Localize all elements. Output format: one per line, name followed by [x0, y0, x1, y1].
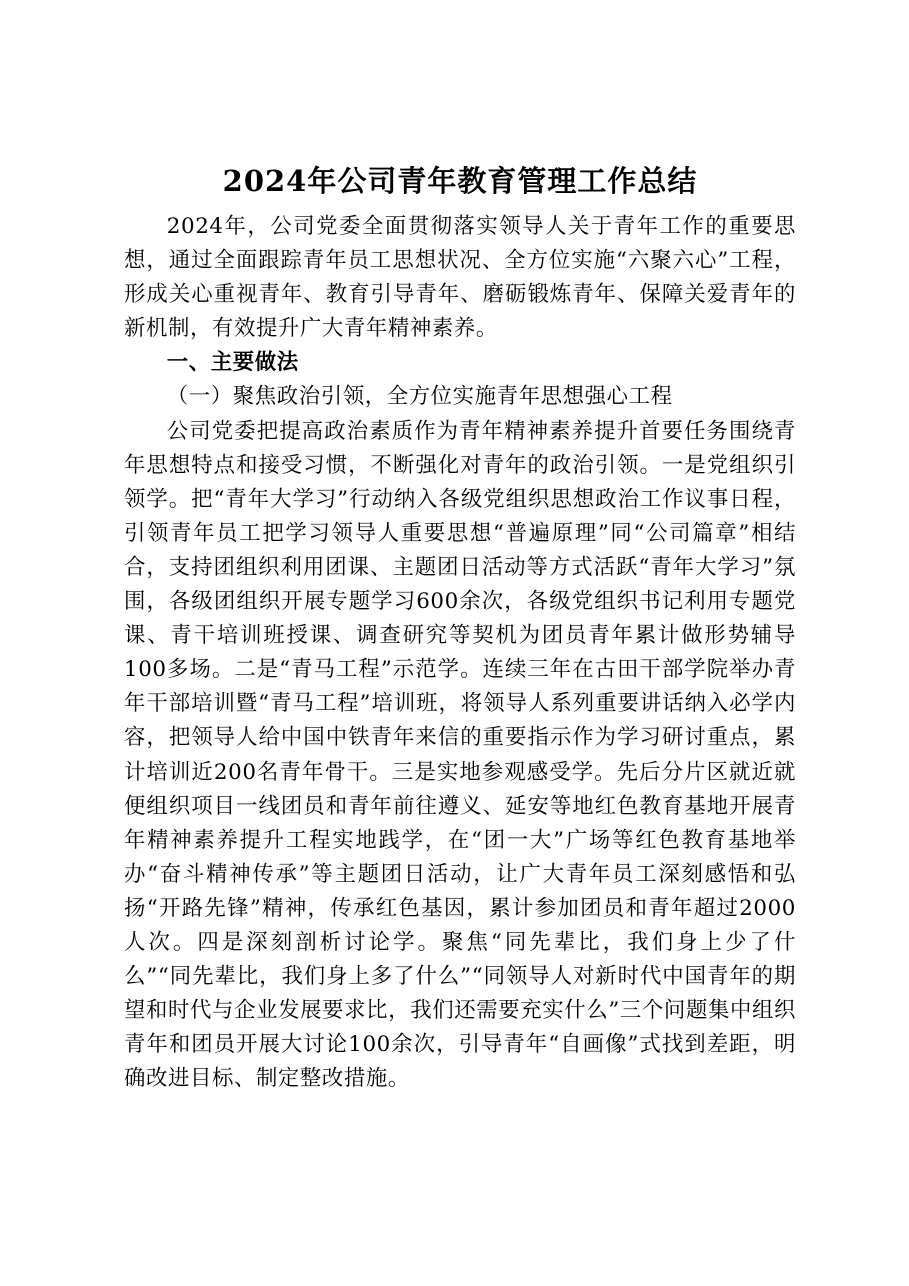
subsection-heading: （一）聚焦政治引领，全方位实施青年思想强心工程 [166, 384, 673, 410]
section-heading: 一、主要做法 [166, 350, 299, 376]
document-title: 2024年公司青年教育管理工作总结 [222, 164, 698, 198]
document-body [124, 156, 796, 1096]
intro-paragraph: 2024年，公司党委全面贯彻落实领导人关于青年工作的重要思想，通过全面跟踪青年员工思想状况、全方位实施“六聚六心”工程，形成关心重视青年、教育引导青年、磨砺锻炼青年、保障关爱青年的新机制，有效提升广大青年精神素养。 [124, 214, 796, 342]
subsection-body-paragraph: 公司党委把提高政治素质作为青年精神素养提升首要任务围绕青年思想特点和接受习惯，不断强化对青年的政治引领。一是党组织引领学。把“青年大学习”行动纳入各级党组织思想政治工作议事日程，引领青年员工把学习领导人重要思想“普遍原理”同“公司篇章”相结合，支持团组织利用团课、主题团日活动等方式活跃“青年大学习”氛围，各级团组织开展专题学习600余次，各级党组织书记利用专题党课、青干培训班授课、调查研究等契机为团员青年累计做形势辅导100多场。二是“青马工程”示范学。连续三年在古田干部学院举办青年干部培训暨“青马工程”培训班，将领导人系列重要讲话纳入必学内容，把领导人给中国中铁青年来信的重要指示作为学习研讨重点，累计培训近200名青年骨干。三是实地参观感受学。先后分片区就近就便组织项目一线团员和青年前往遵义、延安等地红色教育基地开展青年精神素养提升工程实地践学，在“团一大”广场等红色教育基地举办“奋斗精神传承”等主题团日活动，让广大青年员工深刻感悟和弘扬“开路先锋”精神，传承红色基因，累计参加团员和青年超过2000人次。四是深刻剖析讨论学。聚焦“同先辈比，我们身上少了什么”“同先辈比，我们身上多了什么”“同领导人对新时代中国青年的期望和时代与企业发展要求比，我们还需要充实什么”三个问题集中组织青年和团员开展大讨论100余次，引导青年“自画像”式找到差距，明确改进目标、制定整改措施。 [124, 418, 796, 1092]
